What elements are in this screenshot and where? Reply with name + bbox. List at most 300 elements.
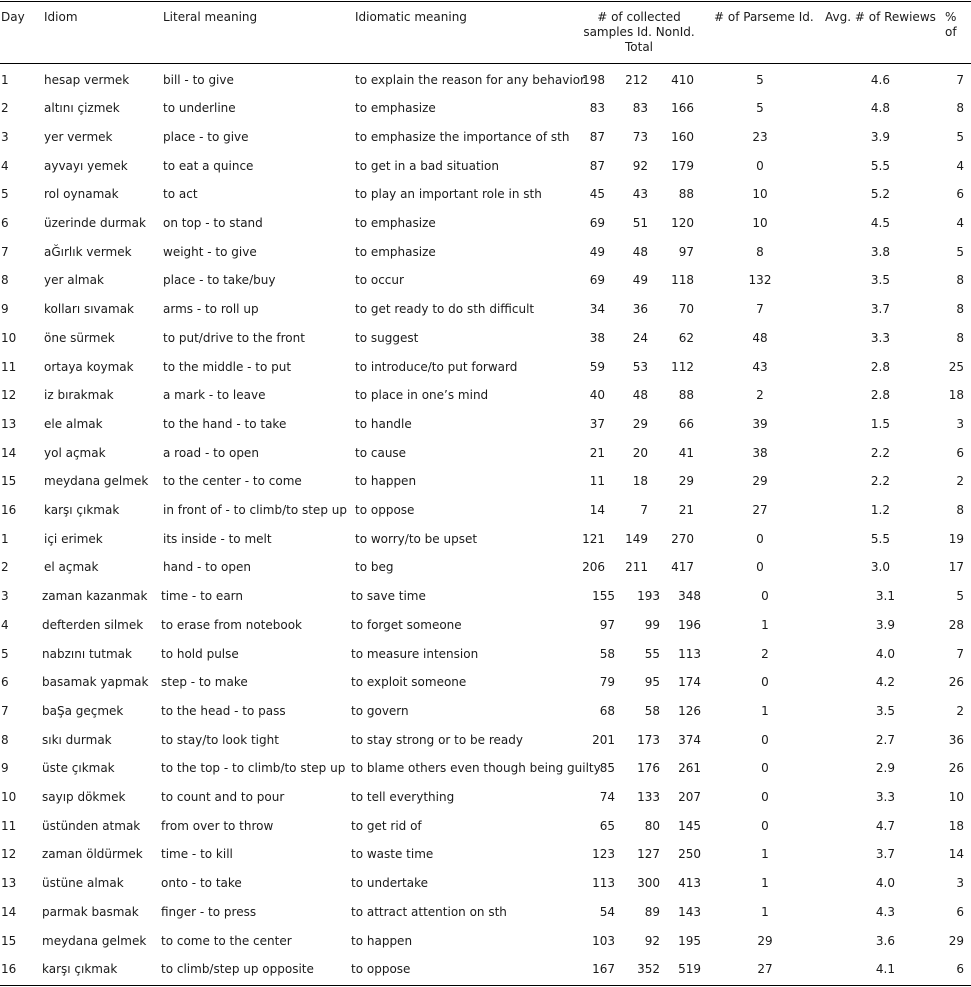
cell-percent: 8 [956,330,964,345]
cell-id-count: 45 [589,187,605,202]
header-avg-reviews: Avg. # of Rewiews [825,10,936,24]
cell-idiomatic-meaning: to forget someone [351,617,462,632]
cell-id-count: 21 [589,445,605,460]
cell-nonid-count: 176 [637,761,660,776]
cell-literal-meaning: to stay/to look tight [161,732,279,747]
cell-idiom: kolları sıvamak [44,302,134,317]
table-row [0,812,971,841]
cell-total-count: 97 [678,244,694,259]
cell-percent: 2 [956,703,964,718]
cell-nonid-count: 95 [644,675,660,690]
table-row [0,783,971,812]
cell-avg-reviews: 4.0 [875,876,895,891]
cell-day: 12 [1,847,17,862]
table-row [0,927,971,956]
cell-avg-reviews: 2.2 [870,445,890,460]
cell-parseme-id: 1 [761,703,769,718]
cell-avg-reviews: 4.0 [875,646,895,661]
cell-total-count: 196 [678,617,701,632]
cell-id-count: 40 [589,388,605,403]
table-row [0,955,971,984]
cell-total-count: 70 [678,302,694,317]
cell-avg-reviews: 3.5 [875,703,895,718]
table-row [0,640,971,669]
cell-nonid-count: 51 [632,216,648,230]
cell-total-count: 250 [678,847,701,862]
cell-literal-meaning: to count and to pour [161,790,285,804]
cell-day: 15 [1,474,17,489]
cell-percent: 4 [956,158,964,173]
cell-parseme-id: 1 [761,847,769,862]
table-row [0,381,971,410]
cell-day: 10 [1,790,17,804]
cell-total-count: 261 [678,761,701,776]
cell-percent: 5 [956,129,964,144]
cell-nonid-count: 99 [644,617,660,632]
cell-literal-meaning: time - to kill [161,847,233,862]
cell-parseme-id: 39 [752,416,768,431]
cell-nonid-count: 29 [632,416,648,431]
cell-parseme-id: 0 [761,732,769,747]
cell-idiom: parmak basmak [42,904,139,919]
cell-id-count: 167 [592,962,615,977]
table-header-rule [0,63,971,64]
cell-nonid-count: 92 [632,158,648,173]
cell-idiom: karşı çıkmak [42,962,118,977]
cell-total-count: 145 [678,818,701,833]
cell-parseme-id: 8 [756,244,764,259]
cell-idiom: zaman öldürmek [42,847,143,862]
cell-total-count: 21 [678,503,694,517]
cell-avg-reviews: 5.5 [870,531,890,546]
cell-parseme-id: 1 [761,904,769,919]
cell-percent: 2 [956,474,964,489]
cell-avg-reviews: 3.7 [875,847,895,862]
cell-literal-meaning: place - to take/buy [163,273,276,288]
header-collected-samples [578,10,700,55]
cell-idiom: defterden silmek [42,617,144,632]
cell-nonid-count: 352 [637,962,660,977]
cell-idiomatic-meaning: to explain the reason for any behavior [355,72,585,87]
table-row [0,582,971,611]
cell-idiomatic-meaning: to emphasize [355,101,436,116]
cell-total-count: 118 [671,273,694,288]
cell-parseme-id: 0 [756,158,764,173]
cell-idiomatic-meaning: to measure intension [351,646,479,661]
cell-parseme-id: 0 [761,589,769,604]
cell-idiom: rol oynamak [44,187,119,202]
cell-idiomatic-meaning: to emphasize [355,216,436,230]
cell-id-count: 37 [589,416,605,431]
cell-id-count: 97 [599,617,615,632]
cell-day: 11 [1,359,17,374]
cell-id-count: 34 [589,302,605,317]
cell-total-count: 195 [678,933,701,948]
cell-idiomatic-meaning: to happen [355,474,417,489]
cell-percent: 25 [948,359,964,374]
table-row [0,898,971,927]
cell-parseme-id: 43 [752,359,768,374]
cell-parseme-id: 2 [756,388,764,403]
cell-idiomatic-meaning: to get rid of [351,818,422,833]
cell-percent: 18 [948,388,964,403]
cell-nonid-count: 133 [637,790,660,804]
cell-id-count: 206 [582,560,605,575]
table-bottom-rule [0,985,971,986]
cell-idiom: meydana gelmek [42,933,147,948]
table-row [0,266,971,295]
cell-literal-meaning: to come to the center [161,933,292,948]
cell-literal-meaning: from over to throw [161,818,274,833]
cell-day: 2 [1,560,9,575]
cell-idiom: aĞırlık vermek [44,244,132,259]
cell-avg-reviews: 4.8 [870,101,890,116]
cell-parseme-id: 38 [752,445,768,460]
cell-day: 11 [1,818,17,833]
cell-day: 7 [1,244,9,259]
cell-percent: 5 [956,244,964,259]
cell-total-count: 519 [678,962,701,977]
cell-day: 9 [1,761,9,776]
cell-literal-meaning: a mark - to leave [163,388,266,403]
cell-id-count: 85 [599,761,615,776]
cell-total-count: 41 [678,445,694,460]
cell-nonid-count: 300 [637,876,660,891]
cell-avg-reviews: 2.9 [875,761,895,776]
cell-avg-reviews: 4.7 [875,818,895,833]
cell-literal-meaning: to the top - to climb/to step up [161,761,346,776]
cell-parseme-id: 0 [761,675,769,690]
cell-idiomatic-meaning: to attract attention on sth [351,904,507,919]
cell-total-count: 348 [678,589,701,604]
cell-avg-reviews: 2.8 [870,359,890,374]
table-row [0,668,971,697]
cell-percent: 3 [956,876,964,891]
cell-nonid-count: 53 [632,359,648,374]
cell-day: 5 [1,646,9,661]
header-parseme-id: # of Parseme Id. [714,10,814,24]
cell-parseme-id: 132 [748,273,772,288]
cell-literal-meaning: to the hand - to take [163,416,287,431]
cell-idiomatic-meaning: to beg [355,560,394,575]
cell-idiom: içi erimek [44,531,103,546]
cell-parseme-id: 1 [761,617,769,632]
table-row [0,726,971,755]
cell-id-count: 198 [582,72,605,87]
cell-nonid-count: 83 [632,101,648,116]
cell-parseme-id: 29 [752,474,768,489]
cell-day: 14 [1,904,17,919]
cell-nonid-count: 49 [632,273,648,288]
table-row [0,66,971,95]
table-row [0,525,971,554]
cell-day: 10 [1,330,17,345]
cell-day: 1 [1,72,9,87]
cell-day: 5 [1,187,9,202]
cell-total-count: 88 [678,187,694,202]
cell-nonid-count: 36 [632,302,648,317]
cell-id-count: 14 [589,503,605,517]
cell-parseme-id: 1 [761,876,769,891]
cell-percent: 8 [956,302,964,317]
cell-total-count: 112 [671,359,694,374]
cell-nonid-count: 48 [632,388,648,403]
cell-idiomatic-meaning: to occur [355,273,404,288]
cell-nonid-count: 24 [632,330,648,345]
cell-percent: 28 [948,617,964,632]
cell-day: 12 [1,388,17,403]
table-row [0,94,971,123]
cell-id-count: 74 [599,790,615,804]
cell-nonid-count: 89 [644,904,660,919]
cell-parseme-id: 23 [752,129,768,144]
cell-percent: 5 [956,589,964,604]
cell-nonid-count: 48 [632,244,648,259]
cell-percent: 3 [956,416,964,431]
table-row [0,324,971,353]
cell-percent: 18 [948,818,964,833]
cell-total-count: 160 [671,129,694,144]
cell-parseme-id: 7 [756,302,764,317]
cell-id-count: 11 [589,474,605,489]
header-idiom: Idiom [44,10,78,24]
cell-day: 2 [1,101,9,116]
cell-id-count: 59 [589,359,605,374]
cell-total-count: 417 [671,560,694,575]
header-day: Day [1,10,25,24]
cell-literal-meaning: bill - to give [163,72,234,87]
header-literal-meaning: Literal meaning [163,10,258,24]
cell-parseme-id: 27 [757,962,773,977]
cell-idiom: ortaya koymak [44,359,134,374]
cell-idiomatic-meaning: to introduce/to put forward [355,359,518,374]
cell-idiomatic-meaning: to get ready to do sth difficult [355,302,535,317]
cell-day: 16 [1,962,17,977]
cell-idiom: yer almak [44,273,104,288]
cell-parseme-id: 29 [757,933,773,948]
cell-idiom: karşı çıkmak [44,503,120,517]
table-row [0,238,971,267]
cell-total-count: 62 [678,330,694,345]
cell-idiom: altını çizmek [44,101,120,116]
cell-parseme-id: 10 [752,216,768,230]
cell-day: 9 [1,302,9,317]
cell-day: 8 [1,273,9,288]
cell-literal-meaning: to climb/step up opposite [161,962,314,977]
cell-total-count: 207 [678,790,701,804]
cell-avg-reviews: 3.1 [875,589,895,604]
cell-percent: 26 [948,675,964,690]
cell-id-count: 121 [582,531,605,546]
cell-percent: 6 [956,187,964,202]
cell-total-count: 88 [678,388,694,403]
cell-avg-reviews: 4.3 [875,904,895,919]
cell-literal-meaning: hand - to open [163,560,251,575]
cell-percent: 14 [948,847,964,862]
cell-parseme-id: 27 [752,503,768,517]
cell-idiomatic-meaning: to stay strong or to be ready [351,732,523,747]
cell-total-count: 166 [671,101,694,116]
cell-idiom: sıkı durmak [42,732,112,747]
cell-id-count: 68 [599,703,615,718]
cell-idiomatic-meaning: to govern [351,703,409,718]
cell-day: 4 [1,158,9,173]
cell-parseme-id: 0 [761,818,769,833]
cell-percent: 8 [956,101,964,116]
header-collected-line3: Total [624,40,654,54]
cell-literal-meaning: finger - to press [161,904,257,919]
table-top-rule [0,1,971,2]
header-idiomatic-meaning: Idiomatic meaning [355,10,467,24]
cell-literal-meaning: to the center - to come [163,474,302,489]
cell-nonid-count: 149 [625,531,648,546]
table-row [0,295,971,324]
table-row [0,697,971,726]
cell-idiomatic-meaning: to handle [355,416,412,431]
cell-idiom: nabzını tutmak [42,646,132,661]
cell-percent: 7 [956,646,964,661]
cell-avg-reviews: 3.3 [875,790,895,804]
cell-parseme-id: 0 [761,790,769,804]
cell-percent: 36 [948,732,964,747]
cell-idiomatic-meaning: to exploit someone [351,675,467,690]
cell-avg-reviews: 5.5 [870,158,890,173]
header-collected-line1: # of collected [597,10,681,24]
table-row [0,180,971,209]
cell-id-count: 123 [592,847,615,862]
cell-literal-meaning: to erase from notebook [161,617,303,632]
cell-idiomatic-meaning: to get in a bad situation [355,158,499,173]
cell-avg-reviews: 4.2 [875,675,895,690]
table-row [0,209,971,238]
cell-total-count: 143 [678,904,701,919]
cell-day: 16 [1,503,17,517]
cell-literal-meaning: arms - to roll up [163,302,259,317]
cell-avg-reviews: 2.7 [875,732,895,747]
cell-parseme-id: 10 [752,187,768,202]
cell-day: 8 [1,732,9,747]
cell-literal-meaning: in front of - to climb/to step up [163,503,347,517]
header-percent: % of [945,10,957,39]
cell-id-count: 155 [592,589,615,604]
cell-literal-meaning: to the head - to pass [161,703,286,718]
table-row [0,467,971,496]
table-row [0,553,971,582]
table-row [0,496,971,525]
cell-parseme-id: 2 [761,646,769,661]
cell-literal-meaning: a road - to open [163,445,259,460]
table-row [0,840,971,869]
cell-day: 7 [1,703,9,718]
cell-literal-meaning: to hold pulse [161,646,239,661]
cell-idiom: ayvayı yemek [44,158,128,173]
cell-idiom: yer vermek [44,129,113,144]
cell-idiomatic-meaning: to oppose [355,503,415,517]
cell-total-count: 126 [678,703,701,718]
cell-id-count: 83 [589,101,605,116]
cell-day: 13 [1,416,17,431]
cell-literal-meaning: onto - to take [161,876,242,891]
cell-id-count: 201 [592,732,615,747]
cell-idiom: basamak yapmak [42,675,149,690]
cell-idiom: baŞa geçmek [42,703,124,718]
cell-idiom: üzerinde durmak [44,216,146,230]
cell-nonid-count: 55 [644,646,660,661]
cell-avg-reviews: 2.2 [870,474,890,489]
cell-percent: 29 [948,933,964,948]
cell-id-count: 69 [589,216,605,230]
cell-avg-reviews: 3.8 [870,244,890,259]
cell-day: 3 [1,129,9,144]
cell-avg-reviews: 1.5 [870,416,890,431]
cell-total-count: 29 [678,474,694,489]
cell-total-count: 113 [678,646,701,661]
cell-nonid-count: 73 [632,129,648,144]
cell-idiom: yol açmak [44,445,106,460]
cell-id-count: 49 [589,244,605,259]
cell-id-count: 38 [589,330,605,345]
cell-percent: 19 [948,531,964,546]
cell-literal-meaning: to the middle - to put [163,359,292,374]
cell-idiomatic-meaning: to suggest [355,330,419,345]
cell-literal-meaning: place - to give [163,129,249,144]
cell-idiom: meydana gelmek [44,474,149,489]
cell-literal-meaning: to put/drive to the front [163,330,305,345]
cell-idiomatic-meaning: to cause [355,445,407,460]
cell-nonid-count: 80 [644,818,660,833]
cell-avg-reviews: 2.8 [870,388,890,403]
cell-total-count: 374 [678,732,701,747]
cell-percent: 8 [956,273,964,288]
cell-nonid-count: 212 [625,72,648,87]
cell-idiom: ele almak [44,416,103,431]
cell-idiomatic-meaning: to place in one’s mind [355,388,489,403]
cell-nonid-count: 127 [637,847,660,862]
cell-percent: 10 [948,790,964,804]
cell-idiomatic-meaning: to waste time [351,847,434,862]
cell-percent: 4 [956,216,964,230]
cell-parseme-id: 5 [756,101,764,116]
cell-literal-meaning: weight - to give [163,244,257,259]
cell-idiom: üstünden atmak [42,818,141,833]
cell-percent: 6 [956,962,964,977]
cell-total-count: 410 [671,72,694,87]
table-row [0,152,971,181]
cell-parseme-id: 5 [756,72,764,87]
cell-total-count: 174 [678,675,701,690]
cell-day: 6 [1,216,9,230]
cell-idiomatic-meaning: to play an important role in sth [355,187,542,202]
cell-avg-reviews: 3.6 [875,933,895,948]
cell-day: 1 [1,531,9,546]
cell-id-count: 69 [589,273,605,288]
cell-total-count: 179 [671,158,694,173]
cell-id-count: 58 [599,646,615,661]
cell-percent: 26 [948,761,964,776]
cell-total-count: 66 [678,416,694,431]
table-row [0,439,971,468]
cell-avg-reviews: 5.2 [870,187,890,202]
cell-idiomatic-meaning: to save time [351,589,426,604]
cell-idiomatic-meaning: to undertake [351,876,428,891]
cell-percent: 17 [948,560,964,575]
cell-avg-reviews: 3.0 [870,560,890,575]
cell-parseme-id: 0 [756,531,764,546]
cell-literal-meaning: on top - to stand [163,216,263,230]
cell-nonid-count: 58 [644,703,660,718]
cell-idiomatic-meaning: to happen [351,933,413,948]
cell-id-count: 87 [589,129,605,144]
